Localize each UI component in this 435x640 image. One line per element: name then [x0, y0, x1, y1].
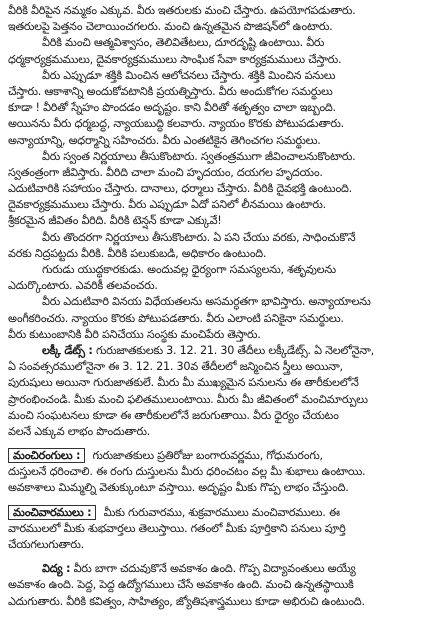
- text-line: వీరు బాగా చదువుకొనే అవకాశం ఉంది. గొప్ప విద్యావంతులు అయ్యే: [73, 562, 356, 576]
- paragraph-3: [8, 149, 429, 230]
- section-gap: [8, 553, 429, 561]
- text-line: మీకు గురువారము, శుక్రవారములు మంచివారములు. ఈ: [103, 505, 340, 519]
- text-line: వీరు ఎప్పుడూ శక్తికి మించిన ఆలోచనలు చేస్తారు. శక్తికి మించిన పనులు: [42, 68, 336, 82]
- education-label: విద్య :: [42, 562, 71, 576]
- lucky-colors-first-line: [8, 448, 429, 464]
- education-first-line: [8, 561, 429, 577]
- text-line: పురుషులు అయినా గురుజాతకులే. మీరు మీ ముఖ్యమైన పనులను ఈ తారీకులలోనే: [8, 376, 359, 390]
- text-line: అయినను వీరు ధర్మబద్ధ, న్యాయబుద్ధి కలవారు. న్యాయం కొరకు పోటుపడుతారు.: [8, 117, 344, 131]
- paragraph-2: [8, 35, 429, 148]
- text-line: అవకాశం ఉంది. పెద్ద, పెద్ద ఉద్యోగములు చేసే అవకాశం ఉంది. మంచి ఉన్నతస్థాయికి: [8, 578, 354, 592]
- lucky-colors-label: మంచిరంగులు :: [8, 448, 85, 463]
- education-section: [8, 561, 429, 610]
- text-line: గురుజాతకులు ప్రతిరోజు బంగారువర్ణము, గోధుమరంగు,: [92, 449, 323, 463]
- text-line: వీరు తొందరగా నిర్ణయాలు తీసుకొంటారు. ఏ పని చేయు వరకు, సాధించుకొనే: [42, 230, 356, 244]
- paragraph-6: [8, 294, 429, 343]
- text-line: ఇతరులపై పెత్తనం చెలాయించగలరు. మంచి ఉన్నతమైన పొజిషన్‌లో ఉంటారు.: [8, 20, 333, 34]
- text-line: వీరికి వీరిపైన నమ్మకం ఎక్కువ. వీరు ఇతరులకు మంచి చేస్తారు. ఉపయోగపడుతారు.: [8, 4, 356, 17]
- text-line: వీరు ఎదుటివారి వినయ విధేయతలను అసమర్ధతగా భావిస్తారు. అన్యాయాలను: [42, 295, 371, 309]
- lucky-days-section: [8, 505, 429, 554]
- text-line: ప్రారంభించండి. మీకు మంచి ఫలితములుంటాయి. మీరు మీ జీవితంలో మంచిమార్పులు: [8, 392, 368, 406]
- text-line: వారములలో మీకు శుభవార్తలు తెలుస్తాయి. గతంలో మీకు పూర్తికాని పనులు పూర్తి: [8, 521, 346, 535]
- section-gap: [8, 440, 429, 448]
- text-line: ఎదుటివారికి సహాయం చేస్తారు. దానాలు, ధర్మాలు చేస్తారు. వీరికి దైవభక్తి ఉంటుంది.: [8, 182, 352, 196]
- lucky-dates-label: లక్కీ డేట్స్ :: [42, 343, 93, 357]
- text-line: వీరికి మంచి ఆత్మవిశ్వాసం, తెలివితేటలు, దూరదృష్టి ఉంటాయి. వీరు: [42, 36, 325, 50]
- text-line: చేస్తారు. ఆకాశాన్ని అందుకోవటానికి ప్రయత్నిస్తారు. వీరు అందుకోగల సమర్థులు: [8, 84, 333, 98]
- text-line: ధర్మకార్యక్రమములు, దైవకార్యక్రమములు సాంఘిక సేవా కార్యక్రమములు చేస్తారు.: [8, 52, 342, 66]
- lucky-days-first-line: [8, 505, 429, 521]
- lucky-days-label: మంచివారములు :: [8, 505, 96, 520]
- text-line: ఎదుర్కొంటారు. ఎవరికీ తలవంచరు.: [8, 279, 158, 293]
- text-line: అన్యాయాన్ని, అధర్మాన్ని సహించరు. వీరు ఎంతటికైన తెగించగల సమర్థులు.: [8, 133, 321, 147]
- text-line: ఎదుగుతారు. వీరికి కవిత్వం, సాహిత్యం, జ్యోతిషశాస్త్రములు కూడా అభిరుచి ఉంటుంది.: [8, 594, 365, 608]
- text-line: దైవకార్యక్రమములు చేస్తారు. వీరు ఎప్పుడూ ఏదో పనిలో లీనమయి ఉంటారు.: [8, 198, 326, 212]
- paragraph-4: [8, 230, 429, 262]
- lucky-dates-first-line: [8, 343, 429, 359]
- text-line: దుస్తులనే ధరించాలి. ఈ రంగు దుస్తులను మీరు ధరించటం వల్ల మీ శుభాలు ఉంటాయి.: [8, 465, 366, 479]
- text-line: ఏ సంవత్సరములోనైనా ఈ 3. 12. 21. 30వ తేదీలలో జన్మించిన స్త్రీలు అయినా,: [8, 360, 343, 374]
- paragraph-5: [8, 262, 429, 294]
- text-line: వీరు కుటుంబానికి వీరి పనిచేయు సంస్థకు మంచిపేరు తెస్తారు.: [8, 327, 261, 341]
- text-line: వలనే ఎక్కువ లాభం పొందుతారు.: [8, 424, 151, 438]
- text-line: గురుజాతకులకు 3. 12. 21. 30 తేదీలు లక్కీడేట్స్. ఏ నెలలోనైనా,: [95, 343, 374, 357]
- paragraph-1: [8, 3, 429, 35]
- text-line: గురుడు యుద్ధకారకుడు. అందువల్ల ధైర్యంగా సమస్యలను, శతృవులను: [42, 263, 336, 276]
- section-gap: [8, 497, 429, 505]
- text-line: అవకాశాలు మిమ్మల్ని వెతుక్కుంటూ వస్తాయి. అదృష్టం మీకు గొప్ప లాభం చేస్తుంది.: [8, 481, 349, 495]
- text-line: మంచి సంఘటనలు కూడా ఈ తారీకులలోనే జరుగుతాయి. వీరు ధైర్యం చేయటం: [8, 408, 339, 422]
- text-line: అంగీకరించరు. న్యాయం కొరకు పోటుపడతారు. వీరు ఎలాంటి పనికైనా సమర్థులు.: [8, 311, 344, 325]
- text-line: వరకు నిద్రపట్టదు వీరికి. వీరికి పలుకుబడి, అధికారం ఉంటుంది.: [8, 246, 267, 260]
- text-line: వీరు స్వంత నిర్ణయాలు తీసుకొంటారు. స్వతంత్రముగా జీవించాలనుకొంటారు.: [42, 149, 356, 163]
- text-line: స్వతంత్రంగా జీవిస్తారు. వీరిది చాలా మంచి హృదయం, దయగల హృదయం.: [8, 165, 323, 179]
- text-line: చేయగలుగుతారు.: [8, 538, 84, 551]
- lucky-colors-section: [8, 448, 429, 497]
- text-line: కూడా ! వీరితో స్నేహం పొందడం అదృష్టం. కాని వీరితో శతృత్వం చాలా ఇబ్బంది.: [8, 101, 336, 115]
- lucky-dates-section: [8, 343, 429, 440]
- text-line: శ్రీకరమైన జీవితం వీరిది. వీరికి టెన్షన్ కూడా ఎక్కువే!: [8, 214, 222, 228]
